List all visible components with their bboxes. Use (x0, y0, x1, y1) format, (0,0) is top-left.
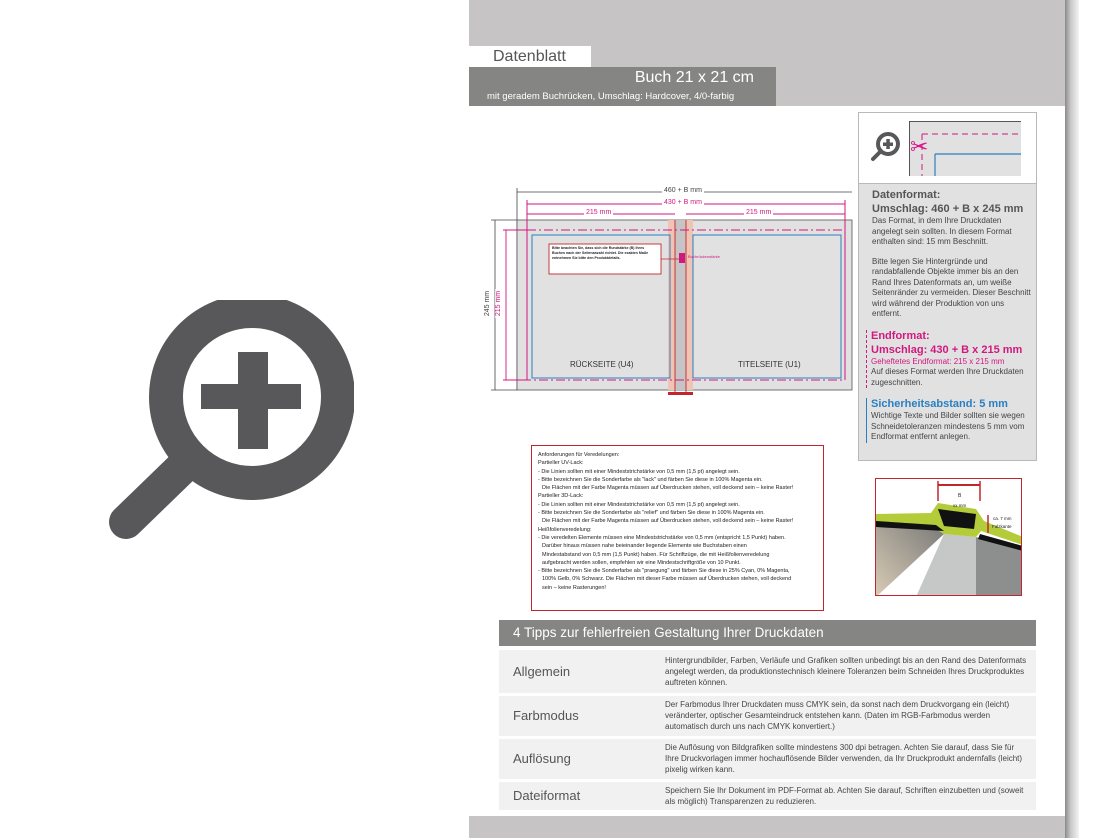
tip-row-farbmodus (499, 696, 1036, 736)
tip-label: Dateiformat (513, 788, 581, 803)
zoom-in-icon[interactable] (104, 300, 354, 540)
spine-width-sub: xx mm (953, 503, 967, 508)
dim-final-width: 430 + B mm (664, 199, 702, 206)
dim-total-height: 245 mm (484, 290, 492, 317)
dim-total-width: 460 + B mm (664, 187, 702, 194)
spine-3d-illustration (875, 478, 1022, 596)
hinge-label: Falzkante (992, 524, 1012, 529)
safety-text: Wichtige Texte und Bilder sollten sie wegen Schneidetoleranzen mindestens 5 mm vom Endformat entfernt anlegen. (871, 411, 1025, 441)
datenformat-section (872, 189, 1032, 320)
title-bar (469, 67, 776, 106)
notes-line: - Die veredelten Elemente müssen eine Mindeststrichstärke von 0,5 mm (entspricht 1,5 Punkt) haben. (538, 534, 786, 541)
notes-line: - Die Linien sollten mit einer Mindeststrichstärke von 0,5 mm (1,5 pt) angelegt sein. (538, 501, 740, 508)
preview-area (859, 113, 1036, 184)
tip-label: Allgemein (513, 664, 571, 679)
product-subtitle: mit geradem Buchrücken, Umschlag: Hardcover, 4/0-farbig (487, 91, 735, 102)
endformat-text: Auf dieses Format werden Ihre Druckdaten zugeschnitten. (871, 367, 1024, 387)
dim-final-height: 215 mm (495, 290, 503, 317)
endformat-heading: Endformat: (871, 329, 930, 342)
notes-3d-title: Partieller 3D-Lack: (538, 493, 584, 500)
dim-front-width: 215 mm (746, 209, 772, 216)
notes-line: 100% Gelb, 0% Schwarz. Die Flächen mit dieser Farbe müssen auf Überdrucken stehen, voll deckend (542, 576, 792, 583)
spine-label: Buchrückenstärke (688, 254, 721, 259)
info-body (872, 189, 1032, 453)
datenformat-size: Umschlag: 460 + B x 245 mm (872, 203, 1024, 215)
notes-line: - Bitte bezeichnen Sie die Sonderfarbe als "relief" und färben Sie diese in 100% Magenta ein. (538, 510, 765, 517)
front-cover-label: TITELSEITE (U1) (738, 360, 801, 369)
tip-text: Die Auflösung von Bildgrafiken sollte mindestens 300 dpi betragen. Achten Sie darauf, dass Sie für Ihre Druckvorlagen immer hochauflösende Bilder verwenden, da Ihr Druckprodukt andernfalls (leicht) pixelig wirken kann. (665, 743, 1023, 774)
endformat-section (866, 330, 1032, 389)
finishing-requirements (531, 445, 824, 611)
callout-text: Bitte beachten Sie, dass sich die Rundstärke (B) Ihres Buches nach der Seitenanzahl richtet. Die exakten Maße entnehmen Sie bitte den Produktdetails. (552, 246, 649, 260)
tip-row-aufloesung (499, 739, 1036, 779)
hinge-size-label: ca. 7 mm (993, 516, 1012, 521)
bottom-band (469, 816, 1065, 838)
tip-row-dateiformat (499, 782, 1036, 810)
notes-line: aufgebracht werden sollen, empfehlen wir eine Mindestschriftgröße von 10 Punkt. (542, 559, 741, 566)
header-fill (776, 67, 1065, 106)
notes-line: - Bitte bezeichnen Sie die Sonderfarbe als "lack" und färben Sie diese in 100% Magenta ein. (538, 476, 763, 483)
product-title: Buch 21 x 21 cm (634, 69, 754, 86)
dim-back-width: 215 mm (586, 209, 612, 216)
datasheet-page (469, 0, 1065, 838)
notes-line: - Die Linien sollten mit einer Mindeststrichstärke von 0,5 mm (1,5 pt) angelegt sein. (538, 468, 740, 475)
format-info-panel (858, 112, 1037, 461)
endformat-sub: Geheftetes Endformat: 215 x 215 mm (871, 356, 1005, 366)
tip-text: Der Farbmodus Ihrer Druckdaten muss CMYK sein, da sonst nach dem Druckvorgang ein (leicht) veränderter, optischer Gesamteindruck entstehen kann. (Daten im RGB-Farbmodus werden automatisch durch uns nach CMYK konvertiert.) (665, 700, 1010, 731)
top-band (469, 0, 1065, 46)
safety-section (866, 398, 1032, 443)
safety-heading: Sicherheitsabstand: 5 mm (871, 398, 1008, 410)
tips-header: 4 Tipps zur fehlerfreien Gestaltung Ihrer Druckdaten (499, 620, 1036, 646)
zoom-in-icon[interactable] (869, 131, 901, 163)
crop-preview (909, 121, 1021, 176)
notes-line: Darüber hinaus müssen nahe beieinander liegende Elemente wie Buchstaben einen (542, 543, 747, 550)
scissors-icon: ✂ (910, 134, 929, 159)
datenformat-bleed-text: Bitte legen Sie Hintergründe und randabfallende Objekte immer bis an den Rand Ihres Datenformats an, um weiße Seitenränder zu vermeiden. Dieser Beschnitt wird während der Produktion von uns entfernt. (872, 256, 1031, 318)
notes-line: - Bitte bezeichnen Sie die Sonderfarbe als "praegung" und färben Sie diese in 25% Cyan, 0% Magenta, (538, 568, 790, 575)
tip-row-allgemein (499, 650, 1036, 693)
notes-line: Die Flächen mit der Farbe Magenta müssen auf Überdrucken stehen, voll deckend sein – keine Raster! (542, 485, 794, 492)
page-shadow (1065, 0, 1079, 838)
tip-label: Auflösung (513, 751, 571, 766)
notes-uv-title: Partieller UV-Lack: (538, 460, 584, 467)
datenformat-heading: Datenformat: (872, 189, 941, 201)
notes-line: Mindestabstand von 0,5 mm (1,5 Punkt) haben. Für Schriftzüge, die mit Heißfolienveredelung (542, 551, 770, 558)
back-cover-label: RÜCKSEITE (U4) (570, 360, 634, 369)
endformat-size: Umschlag: 430 + B x 215 mm (871, 343, 1023, 356)
tip-text: Hintergrundbilder, Farben, Verläufe und Grafiken sollten unbedingt bis an den Rand des Datenformats angelegt werden, da produktionstechnisch kleinere Toleranzen beim Schneiden Ihres Druckproduktes auftreten können. (665, 656, 1027, 687)
notes-line: sein – keine Rasterungen! (542, 584, 606, 591)
notes-line: Die Flächen mit der Farbe Magenta müssen auf Überdrucken stehen, voll deckend sein – keine Raster! (542, 518, 794, 525)
datasheet-tab: Datenblatt (469, 46, 591, 67)
notes-heading: Anforderungen für Veredelungen: (538, 452, 620, 458)
datenformat-text: Das Format, in dem Ihre Druckdaten angelegt sein sollten. In diesem Format enthalten sind: 15 mm Beschnitt. (872, 216, 1012, 246)
cover-layout-diagram (479, 180, 859, 405)
header-fill (591, 46, 1065, 67)
tip-text: Speichern Sie Ihr Dokument im PDF-Format ab. Achten Sie darauf, Schriften einzubetten und (soweit als möglich) Transparenzen zu reduzieren. (665, 786, 1024, 806)
spine-width-label: B (958, 493, 962, 499)
tip-label: Farbmodus (513, 708, 579, 723)
notes-foil-title: Heißfolienveredelung: (538, 526, 592, 533)
